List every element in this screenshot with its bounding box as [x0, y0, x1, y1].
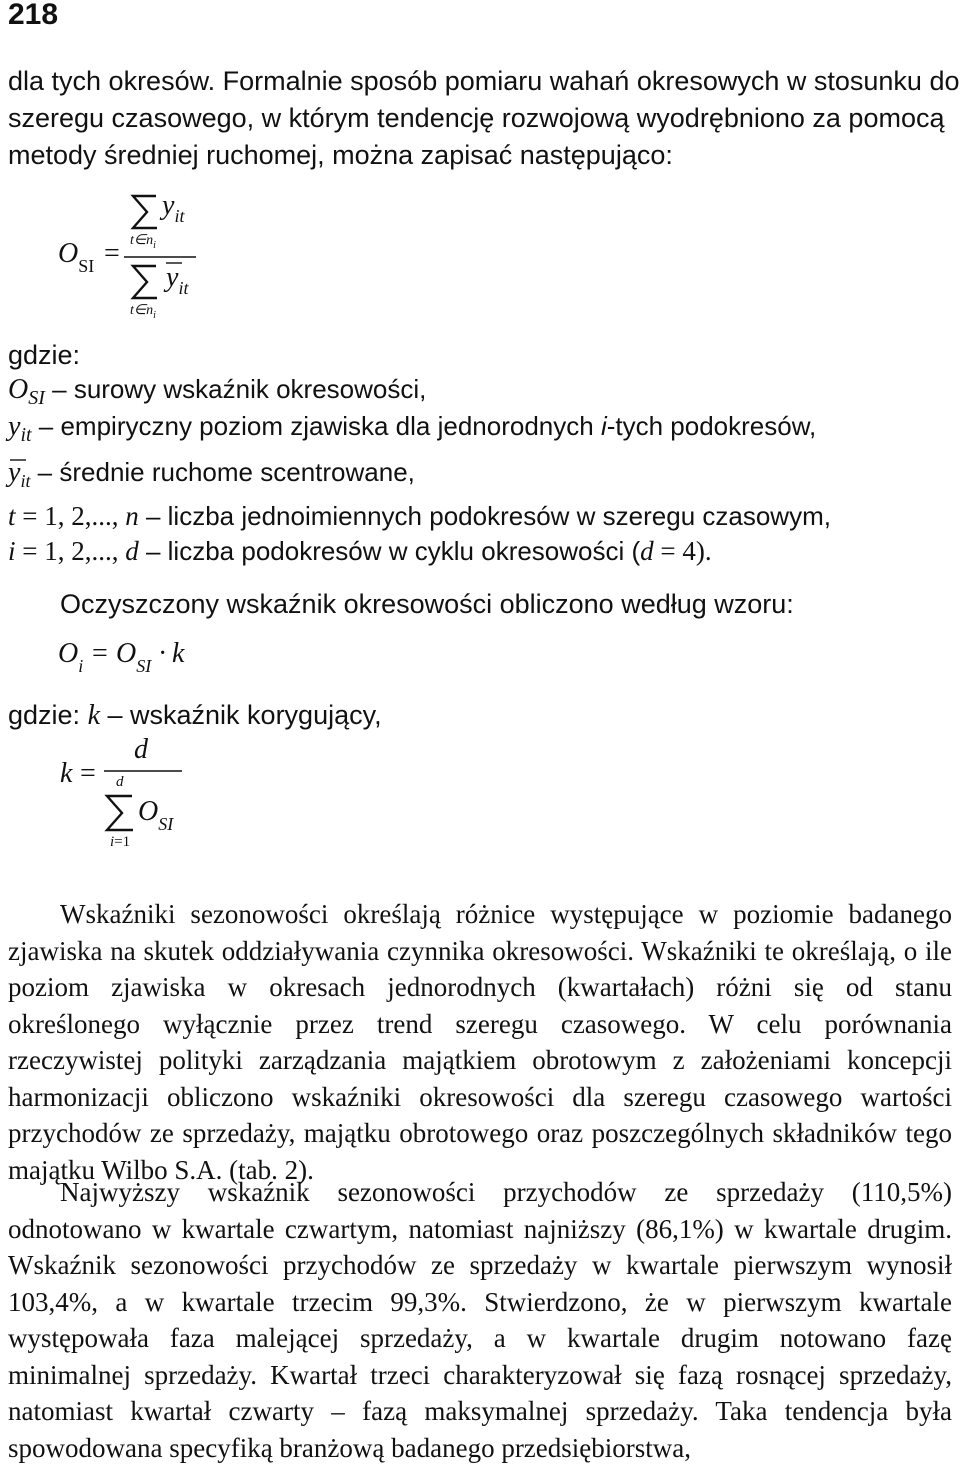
paragraph-seasonality: Wskaźniki sezonowości określają różnice występujące w poziomie badanego zjawiska na skutek oddziaływania czynnika okresowości. Wskaźniki te określają, o ile poziom zjawiska w okresach jednorodnych (kwartałach) różni się od stanu określonego wyłącznie przez trend szeregu czasowego. W celu porównania rzeczywistej polityki zarządzania majątkiem obrotowym z założeniami koncepcji harmonizacji obliczono wskaźniki okresowości dla szeregu czasowego wartości przychodów ze sprzedaży, majątku obrotowego oraz poszczególnych składników tego majątku Wilbo S.A. (tab. 2).	[8, 899, 952, 1185]
fraction-bar	[124, 256, 196, 258]
definition-osi: $O_{SI}$ – surowy wskaźnik okresowości,	[8, 374, 427, 409]
kdef-line: gdzie: k – wskaźnik korygujący,	[8, 700, 382, 731]
where-label: gdzie:	[8, 340, 81, 370]
definition-t: t = 1, 2,..., n – liczba jednoimiennych podokresów w szeregu czasowym,	[8, 501, 831, 531]
page-number: 218	[8, 0, 59, 31]
definition-ybar: $y_{it}$ – średnie ruchome scentrowane,	[8, 457, 415, 491]
fraction-bar-k	[104, 770, 182, 772]
sum-symbol-top	[130, 194, 160, 230]
intro-line-1: dla tych okresów. Formalnie sposób pomiaru wahań okresowych w stosunku do	[8, 66, 960, 96]
sum-symbol-k	[104, 794, 136, 832]
overline-bar-def	[10, 459, 26, 461]
paragraph-results: Najwyższy wskaźnik sezonowości przychodów ze sprzedaży (110,5%) odnotowano w kwartale czwartym, natomiast najniższy (86,1%) w kwartale drugim. Wskaźnik sezonowości przychodów ze sprzedaży w kwartale pierwszym wynosił 103,4%, a w kwartale trzecim 99,3%. Stwierdzono, że w pierwszym kwartale występowała faza malejącej sprzedaży, a w kwartale drugim notowano fazę minimalnej sprzedaży. Kwartał trzeci charakteryzował się fazą rosnącej sprzedaży, natomiast kwartał czwarty – fazą maksymalnej sprzedaży. Taka tendencja była spowodowana specyfiką branżową badanego przedsiębiorstwa,	[8, 1177, 952, 1463]
definition-i: i = 1, 2,..., d – liczba podokresów w cyklu okresowości (d = 4).	[8, 536, 712, 566]
clean-intro: Oczyszczony wskaźnik okresowości obliczono według wzoru:	[60, 589, 794, 619]
intro-line-3: metody średniej ruchomej, można zapisać następująco:	[8, 140, 673, 170]
intro-line-2: szeregu czasowego, w którym tendencję rozwojową wyodrębniono za pomocą	[8, 103, 945, 133]
definition-yit: $y_{it}$ – empiryczny poziom zjawiska dla jednorodnych i-tych podokresów,	[8, 411, 817, 446]
sum-symbol-bottom	[130, 264, 160, 300]
